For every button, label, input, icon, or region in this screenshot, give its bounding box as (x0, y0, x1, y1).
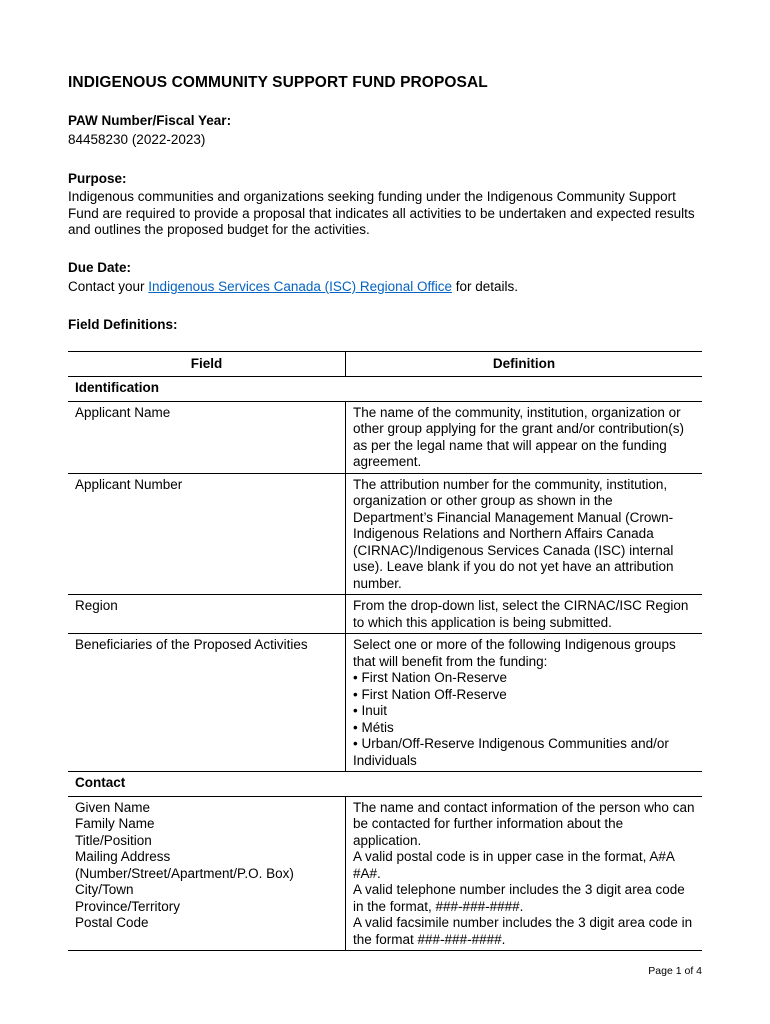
page-number: Page 1 of 4 (648, 965, 702, 977)
beneficiary-option: • First Nation On-Reserve (353, 670, 508, 685)
contact-definition: A valid facsimile number includes the 3 digit area code in the format ###-###-####. (353, 915, 693, 947)
field-definitions-label: Field Definitions: (68, 317, 178, 332)
beneficiary-option: • Urban/Off-Reserve Indigenous Communities and/or Individuals (353, 736, 669, 768)
contact-field: Given Name (75, 799, 151, 815)
section-title: Identification (68, 377, 702, 402)
table-row (68, 796, 702, 951)
due-date-label: Due Date: (68, 260, 132, 275)
contact-definition: The name and contact information of the person who can be contacted for further information about the application. (353, 799, 695, 848)
document-title: INDIGENOUS COMMUNITY SUPPORT FUND PROPOSAL (68, 74, 488, 91)
contact-field: Postal Code (75, 915, 149, 930)
table-row (68, 401, 702, 473)
beneficiary-option: • Métis (353, 719, 394, 735)
column-header-field: Field (68, 352, 346, 377)
definition-cell: The attribution number for the community, institution, organization or other group as shown in the Department’s Financial Management Manual (Crown-Indigenous Relations and Northern Affairs Canada (CIRNAC)/Indigenous Services Canada (ISC) internal use). Leave blank if you do not yet have an attribution number. (346, 473, 703, 595)
purpose-text: Indigenous communities and organizations seeking funding under the Indigenous Community Support Fund are required to provide a proposal that indicates all activities to be undertaken and expected results and outlines the proposed budget for the activities. (68, 189, 695, 237)
beneficiary-option: • Inuit (353, 703, 387, 718)
table-row (68, 595, 702, 634)
field-cell (68, 796, 346, 951)
table-header-row (68, 352, 702, 377)
table-row (68, 634, 702, 772)
field-cell: Applicant Number (68, 473, 346, 595)
contact-field: Family Name (75, 816, 155, 831)
paw-value: 84458230 (2022-2023) (68, 132, 206, 147)
contact-field: Province/Territory (75, 898, 181, 914)
due-date-prefix: Contact your (68, 279, 149, 294)
due-date-text (68, 279, 702, 296)
due-date-suffix: for details. (451, 279, 518, 294)
contact-definition: A valid telephone number includes the 3 digit area code in the format, ###-###-####. (353, 882, 685, 914)
definition-cell: From the drop-down list, select the CIRNAC/ISC Region to which this application is being submitted. (346, 595, 703, 634)
contact-field: City/Town (75, 882, 134, 897)
section-title: Contact (68, 772, 702, 797)
contact-definition: A valid postal code is in upper case in the format, A#A #A#. (353, 849, 675, 881)
paw-label: PAW Number/Fiscal Year: (68, 113, 232, 128)
isc-regional-office-link[interactable]: Indigenous Services Canada (ISC) Regional Office (148, 279, 452, 294)
contact-field: Title/Position (75, 832, 152, 848)
field-cell: Region (68, 595, 346, 634)
contact-field: Mailing Address (75, 849, 171, 864)
section-row-identification (68, 377, 702, 402)
section-row-contact (68, 772, 702, 797)
contact-field: (Number/Street/Apartment/P.O. Box) (75, 865, 294, 881)
definition-cell (346, 634, 703, 772)
beneficiary-option: • First Nation Off-Reserve (353, 686, 507, 702)
column-header-definition: Definition (346, 352, 703, 377)
field-definitions-table (68, 351, 702, 951)
beneficiaries-intro: Select one or more of the following Indigenous groups that will benefit from the funding: (353, 637, 676, 669)
purpose-label: Purpose: (68, 171, 127, 186)
definition-cell (346, 796, 703, 951)
definition-cell: The name of the community, institution, organization or other group applying for the grant and/or contribution(s) as per the legal name that will appear on the funding agreement. (346, 401, 703, 473)
field-cell: Beneficiaries of the Proposed Activities (68, 634, 346, 772)
table-row (68, 473, 702, 595)
field-cell: Applicant Name (68, 401, 346, 473)
